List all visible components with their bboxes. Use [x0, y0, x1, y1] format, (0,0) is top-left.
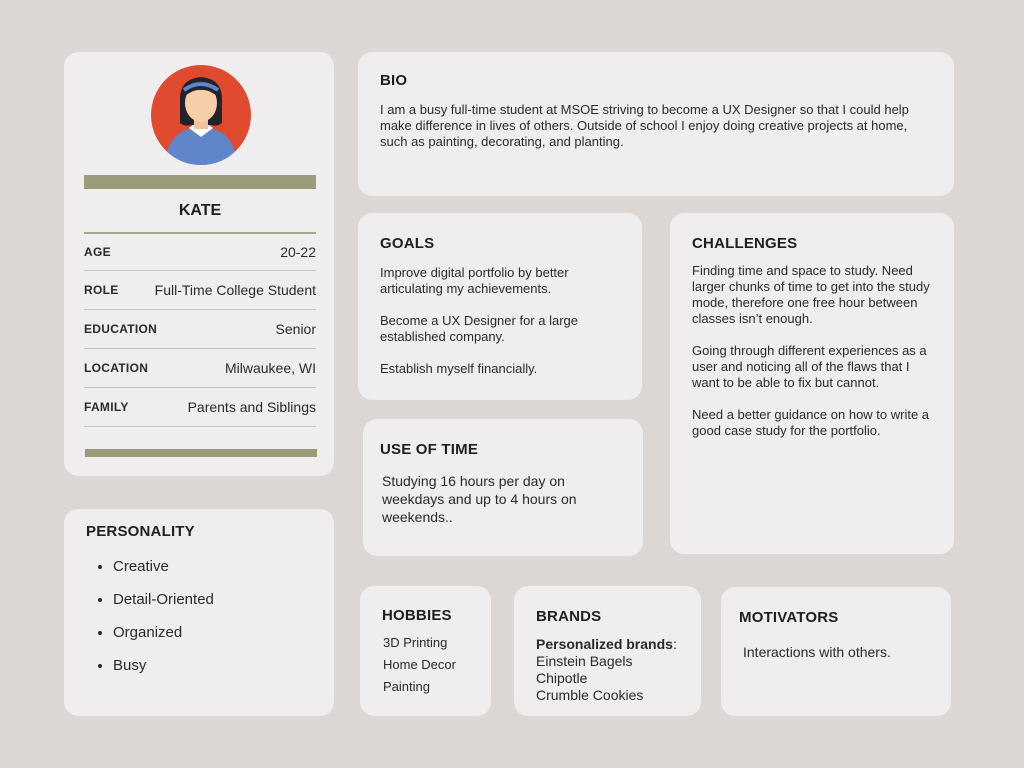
list-item: • Busy — [113, 656, 214, 689]
attr-row-age — [84, 232, 316, 271]
list-item: Einstein Bagels — [536, 653, 633, 669]
attr-row-location — [84, 349, 316, 388]
list-item: Home Decor — [383, 657, 456, 672]
challenge-item: Finding time and space to study. Need larger chunks of time to get into the study mode, therefore one free hour between classes isn’t enough. — [692, 263, 930, 326]
goals-title: GOALS — [380, 235, 435, 252]
attr-row-education — [84, 310, 316, 349]
attribute-table — [84, 232, 316, 427]
challenge-item: Need a better guidance on how to write a good case study for the portfolio. — [692, 407, 930, 438]
motivators-text: Interactions with others. — [743, 644, 891, 660]
challenges-list — [692, 263, 937, 455]
attr-value: Full-Time College Student — [154, 282, 316, 298]
brands-list — [536, 636, 677, 704]
personality-list — [113, 557, 214, 689]
list-item: • Organized — [113, 623, 214, 656]
hobbies-title: HOBBIES — [382, 607, 452, 624]
attr-value: Parents and Siblings — [187, 399, 316, 415]
attr-row-role — [84, 271, 316, 310]
goals-card — [358, 213, 642, 400]
use-of-time-text: Studying 16 hours per day on weekdays and up to 4 hours on weekends.. — [382, 473, 577, 525]
challenges-title: CHALLENGES — [692, 235, 798, 252]
goal-item: Improve digital portfolio by better articulating my achievements. — [380, 265, 569, 296]
bio-text: I am a busy full-time student at MSOE striving to become a UX Designer so that I could help make difference in lives of others. Outside of school I enjoy doing creative projects at home, such as painting, decorating, and planting. — [380, 102, 909, 149]
persona-name: KATE — [178, 202, 222, 219]
challenge-item: Going through different experiences as a user and noticing all of the flaws that I want to be able to fix but cannot. — [692, 343, 927, 390]
attr-key: EDUCATION — [84, 322, 158, 336]
personality-card — [64, 509, 334, 716]
profile-card — [64, 52, 334, 476]
bio-title: BIO — [380, 72, 408, 89]
list-item: • Detail-Oriented — [113, 590, 214, 623]
use-of-time-title: USE OF TIME — [380, 441, 479, 458]
brands-title: BRANDS — [536, 608, 602, 625]
attr-key: LOCATION — [84, 361, 149, 375]
hobbies-card — [360, 586, 491, 716]
challenges-card — [670, 213, 954, 554]
brands-label-colon: : — [672, 636, 677, 652]
attr-row-family — [84, 388, 316, 427]
brands-card — [514, 586, 701, 716]
attr-value: Milwaukee, WI — [224, 360, 316, 376]
goal-item: Become a UX Designer for a large established company. — [380, 313, 578, 344]
motivators-title: MOTIVATORS — [739, 609, 839, 626]
list-item: • Creative — [113, 557, 214, 590]
use-of-time-card — [363, 419, 643, 556]
list-item: Painting — [383, 679, 430, 694]
list-item: Chipotle — [536, 670, 588, 686]
goals-list — [380, 265, 625, 393]
attr-key: ROLE — [84, 283, 119, 297]
goal-item: Establish myself financially. — [380, 361, 538, 376]
attr-value: Senior — [275, 321, 316, 337]
brands-label: Personalized brands — [536, 636, 673, 652]
brands-label-line — [536, 636, 677, 653]
attr-value: 20-22 — [280, 244, 316, 260]
motivators-card — [721, 587, 951, 716]
bio-card — [358, 52, 954, 196]
attr-key: AGE — [84, 245, 111, 259]
woman-avatar-icon — [151, 65, 251, 165]
bottom-divider-bar — [85, 449, 317, 457]
list-item: Crumble Cookies — [536, 687, 644, 703]
top-divider-bar — [84, 175, 316, 189]
personality-title: PERSONALITY — [86, 523, 195, 540]
attr-key: FAMILY — [84, 400, 129, 414]
hobbies-list — [383, 635, 456, 701]
list-item: 3D Printing — [383, 635, 448, 650]
